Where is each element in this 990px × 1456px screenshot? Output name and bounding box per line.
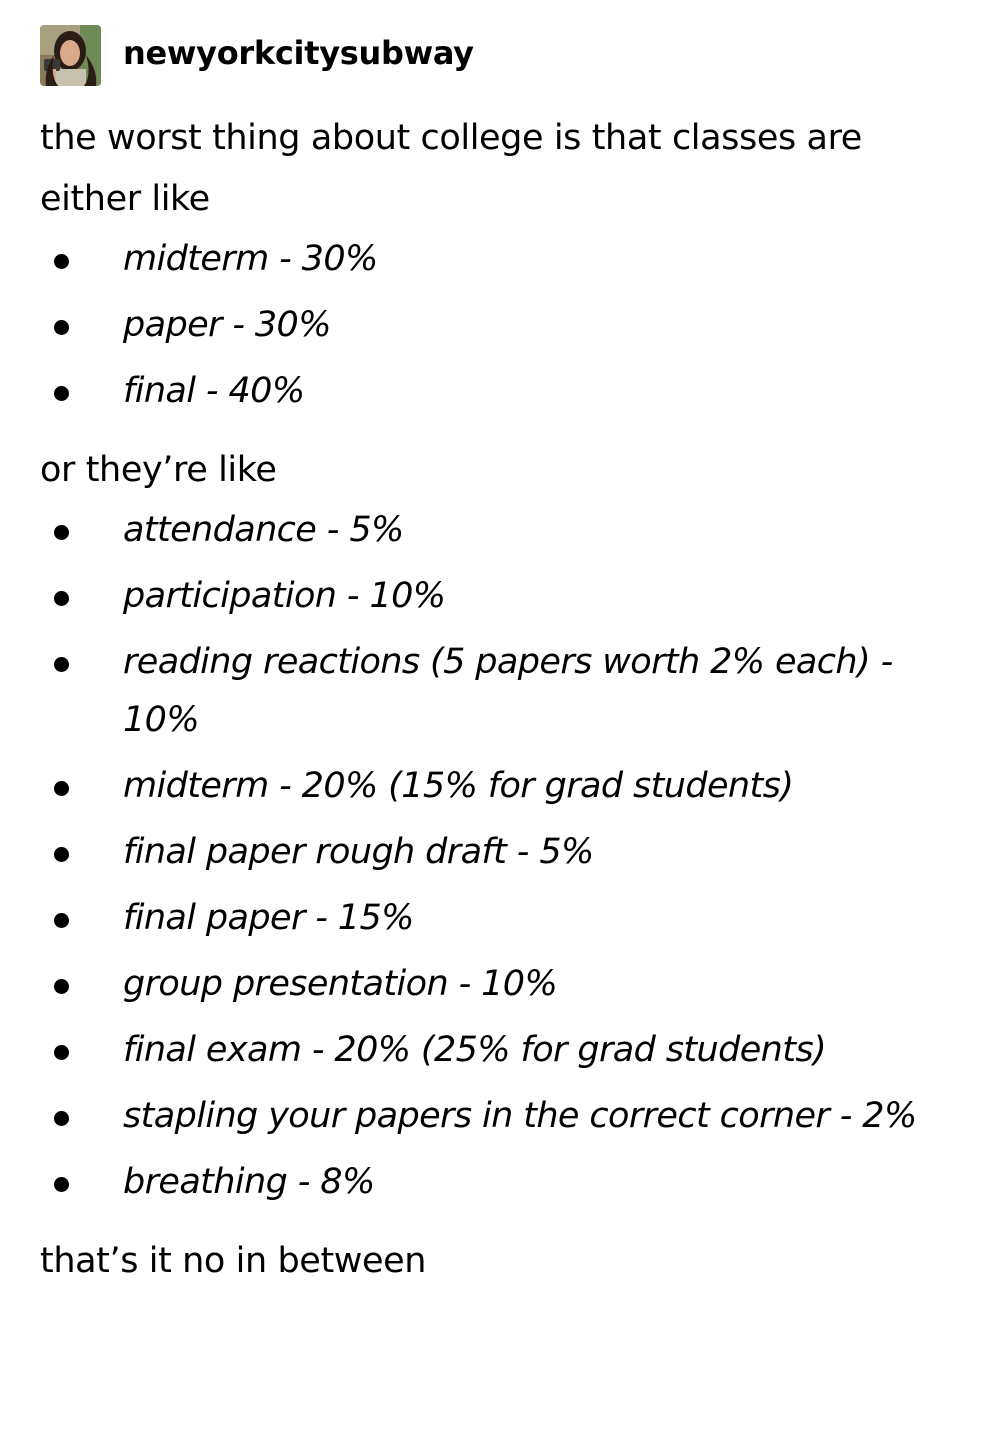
bullet-icon (54, 525, 69, 540)
bullet-icon (54, 913, 69, 928)
list-item (40, 296, 960, 354)
bullet-icon (54, 979, 69, 994)
bullet-icon (54, 320, 69, 335)
list-item-text: stapling your papers in the correct corner - 2% (123, 1096, 917, 1136)
bullet-icon (54, 781, 69, 796)
list-item-text: final paper rough draft - 5% (123, 832, 594, 872)
list-item (40, 362, 960, 420)
list-item-text: midterm - 20% (15% for grad students) (123, 766, 794, 806)
bullet-icon (54, 386, 69, 401)
list-item-text: participation - 10% (123, 576, 446, 616)
list-item (40, 633, 960, 749)
middle-text: or they’re like (40, 450, 277, 490)
user-avatar-photo-icon (40, 25, 101, 86)
list-item-text: breathing - 8% (123, 1162, 375, 1202)
list-item (40, 567, 960, 625)
post-header (40, 22, 960, 88)
bullet-icon (54, 847, 69, 862)
list-item (40, 889, 960, 947)
list-item (40, 955, 960, 1013)
username[interactable]: newyorkcitysubway (123, 34, 474, 72)
list-item-text: final - 40% (123, 371, 305, 411)
list-item-text: attendance - 5% (123, 510, 404, 550)
list-item (40, 501, 960, 559)
avatar[interactable] (40, 25, 101, 86)
intro-text: the worst thing about college is that classes are either like (40, 118, 862, 219)
list-item-text: reading reactions (5 papers worth 2% each) - 10% (123, 642, 893, 740)
bullet-icon (54, 254, 69, 269)
post (40, 22, 960, 1292)
bullet-icon (54, 591, 69, 606)
list-item (40, 230, 960, 288)
bullet-icon (54, 657, 69, 672)
list-item (40, 1021, 960, 1079)
list-item (40, 823, 960, 881)
list-item-text: group presentation - 10% (123, 964, 558, 1004)
list-item (40, 1087, 960, 1145)
list-item (40, 1153, 960, 1211)
closing-text: that’s it no in between (40, 1241, 427, 1281)
list-item-text: midterm - 30% (123, 239, 378, 279)
list-item-text: final paper - 15% (123, 898, 414, 938)
grading-list-complex (40, 501, 960, 1211)
list-item (40, 757, 960, 815)
bullet-icon (54, 1177, 69, 1192)
list-item-text: paper - 30% (123, 305, 331, 345)
grading-list-simple (40, 230, 960, 420)
list-item-text: final exam - 20% (25% for grad students) (123, 1030, 827, 1070)
bullet-icon (54, 1111, 69, 1126)
bullet-icon (54, 1045, 69, 1060)
